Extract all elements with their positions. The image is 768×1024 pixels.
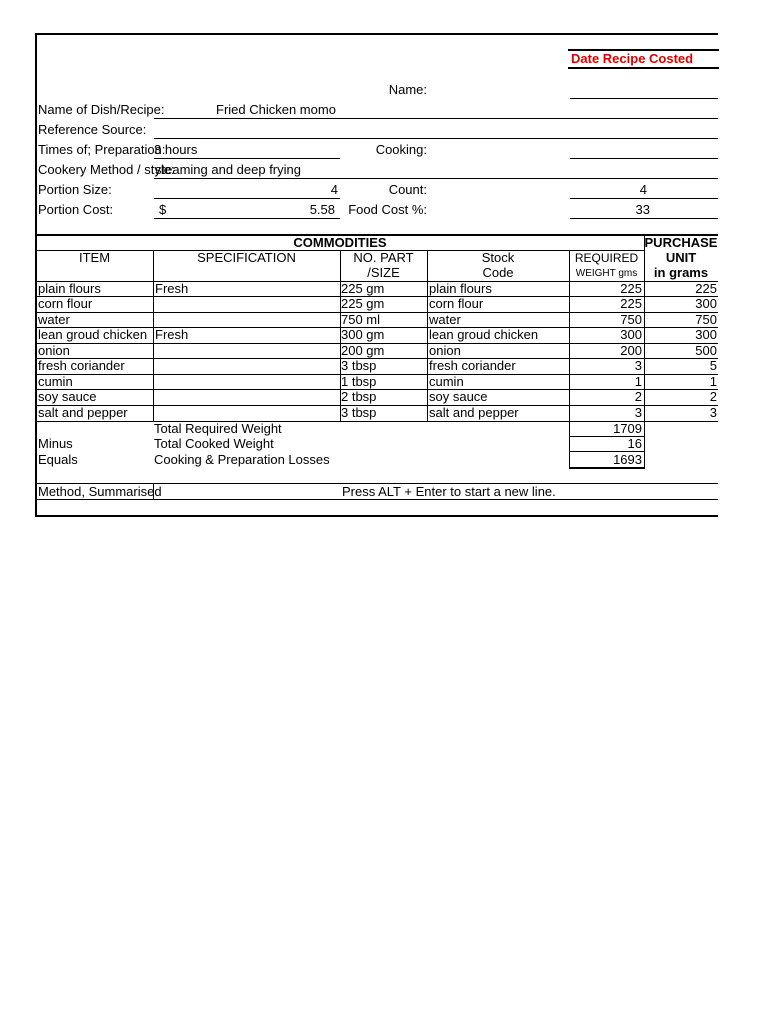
stock-code-cell[interactable]: water: [429, 312, 461, 327]
commodities-title: COMMODITIES: [293, 235, 387, 250]
required-weight-cell[interactable]: 225: [620, 281, 642, 296]
dish-label: Name of Dish/Recipe:: [38, 102, 165, 117]
column-divider: [153, 250, 154, 421]
specification-cell[interactable]: Fresh: [155, 281, 189, 296]
portion-size-line: [154, 198, 340, 199]
dish-field-line: [154, 118, 718, 119]
item-cell[interactable]: plain flours: [38, 281, 101, 296]
method-summarised-label: Method, Summarised: [38, 484, 162, 499]
part-size-cell[interactable]: 225 gm: [341, 296, 385, 311]
stock-code-cell[interactable]: plain flours: [429, 281, 492, 296]
part-size-header-line1: NO. PART: [353, 250, 414, 265]
stock-code-header-line1: Stock: [481, 250, 515, 265]
required-weight-cell[interactable]: 300: [620, 327, 642, 342]
header-divider: [36, 250, 644, 251]
food-cost-value[interactable]: 33: [635, 202, 650, 217]
portion-cost-value[interactable]: 5.58: [309, 202, 335, 217]
stock-code-cell[interactable]: soy sauce: [429, 389, 488, 404]
method-divider: [153, 484, 154, 500]
method-style-label: Cookery Method / style:: [38, 162, 175, 177]
frame-bottom-border: [35, 515, 718, 517]
purchase-unit-cell[interactable]: 500: [695, 343, 717, 358]
prep-time-value[interactable]: 3 hours: [154, 142, 198, 157]
cooking-time-field[interactable]: [570, 158, 718, 159]
part-size-cell[interactable]: 3 tbsp: [341, 405, 377, 420]
purchase-unit-cell[interactable]: 5: [709, 358, 717, 373]
frame-left-border: [35, 33, 37, 517]
required-weight-cell[interactable]: 750: [620, 312, 642, 327]
currency-symbol: $: [159, 202, 167, 217]
specification-cell[interactable]: Fresh: [155, 327, 189, 342]
method-bottom-line: [36, 499, 718, 500]
item-cell[interactable]: water: [38, 312, 70, 327]
purchase-unit-cell[interactable]: 300: [695, 296, 717, 311]
purchase-unit-cell[interactable]: 1: [709, 374, 717, 389]
reference-label: Reference Source:: [38, 122, 147, 137]
part-size-header-line2: /SIZE: [367, 265, 400, 280]
required-weight-cell[interactable]: 3: [634, 405, 642, 420]
frame-top-border: [35, 33, 718, 35]
count-line: [570, 198, 718, 199]
required-weight-header-line2: WEIGHT gms: [575, 268, 638, 279]
item-cell[interactable]: cumin: [38, 374, 73, 389]
purchase-unit-header-line1: PURCHASE: [644, 235, 718, 250]
purchase-unit-cell[interactable]: 3: [709, 405, 717, 420]
purchase-unit-header-line2: UNIT: [665, 250, 697, 265]
item-cell[interactable]: lean groud chicken: [38, 327, 148, 342]
count-label: Count:: [388, 182, 427, 197]
table-top-border: [36, 234, 718, 236]
total-cooked-label: Total Cooked Weight: [154, 436, 274, 451]
item-cell[interactable]: fresh coriander: [38, 358, 125, 373]
required-weight-cell[interactable]: 1: [634, 374, 642, 389]
equals-label: Equals: [38, 452, 78, 467]
item-column-header: ITEM: [78, 250, 111, 265]
date-costed-label: Date Recipe Costed: [571, 51, 694, 66]
stock-code-cell[interactable]: cumin: [429, 374, 464, 389]
stock-code-cell[interactable]: fresh coriander: [429, 358, 516, 373]
count-value[interactable]: 4: [639, 182, 647, 197]
item-cell[interactable]: salt and pepper: [38, 405, 128, 420]
portion-size-label: Portion Size:: [38, 182, 112, 197]
name-field[interactable]: [570, 98, 718, 99]
method-style-line: [154, 178, 718, 179]
required-weight-cell[interactable]: 2: [634, 389, 642, 404]
food-cost-label: Food Cost %:: [348, 202, 427, 217]
part-size-cell[interactable]: 3 tbsp: [341, 358, 377, 373]
specification-column-header: SPECIFICATION: [197, 250, 296, 265]
item-cell[interactable]: onion: [38, 343, 70, 358]
required-weight-cell[interactable]: 200: [620, 343, 642, 358]
purchase-unit-header-line3: in grams: [653, 265, 709, 280]
purchase-unit-cell[interactable]: 2: [709, 389, 717, 404]
purchase-unit-cell[interactable]: 225: [695, 281, 717, 296]
total-cooked-value[interactable]: 16: [627, 436, 642, 451]
stock-code-cell[interactable]: onion: [429, 343, 461, 358]
method-style-value[interactable]: steaming and deep frying: [155, 162, 301, 177]
portion-cost-line: [154, 218, 340, 219]
stock-code-cell[interactable]: corn flour: [429, 296, 484, 311]
stock-code-header-line2: Code: [482, 265, 514, 280]
prep-time-line: [154, 158, 340, 159]
part-size-cell[interactable]: 200 gm: [341, 343, 385, 358]
required-weight-cell[interactable]: 225: [620, 296, 642, 311]
stock-code-cell[interactable]: lean groud chicken: [429, 327, 539, 342]
method-summarised-field[interactable]: Press ALT + Enter to start a new line.: [342, 484, 556, 499]
part-size-cell[interactable]: 1 tbsp: [341, 374, 377, 389]
portion-size-value[interactable]: 4: [330, 182, 338, 197]
purchase-unit-cell[interactable]: 300: [695, 327, 717, 342]
item-cell[interactable]: corn flour: [38, 296, 93, 311]
losses-value[interactable]: 1693: [613, 452, 642, 467]
part-size-cell[interactable]: 750 ml: [341, 312, 381, 327]
part-size-cell[interactable]: 2 tbsp: [341, 389, 377, 404]
food-cost-line: [570, 218, 718, 219]
minus-label: Minus: [38, 436, 73, 451]
dish-value[interactable]: Fried Chicken momo: [216, 102, 336, 117]
part-size-cell[interactable]: 300 gm: [341, 327, 385, 342]
required-weight-header-line1: REQUIRED: [574, 251, 639, 265]
stock-code-cell[interactable]: salt and pepper: [429, 405, 519, 420]
purchase-unit-cell[interactable]: 750: [695, 312, 717, 327]
total-required-label: Total Required Weight: [154, 421, 282, 436]
column-divider: [427, 250, 428, 421]
portion-cost-label: Portion Cost:: [38, 202, 114, 217]
required-weight-cell[interactable]: 3: [634, 358, 642, 373]
item-cell[interactable]: soy sauce: [38, 389, 97, 404]
cooking-label: Cooking:: [375, 142, 427, 157]
name-label: Name:: [388, 82, 427, 97]
losses-label: Cooking & Preparation Losses: [154, 452, 330, 467]
total-required-value[interactable]: 1709: [613, 421, 642, 436]
reference-field[interactable]: [154, 138, 718, 139]
times-label: Times of; Preparation:: [38, 142, 166, 157]
part-size-cell[interactable]: 225 gm: [341, 281, 385, 296]
